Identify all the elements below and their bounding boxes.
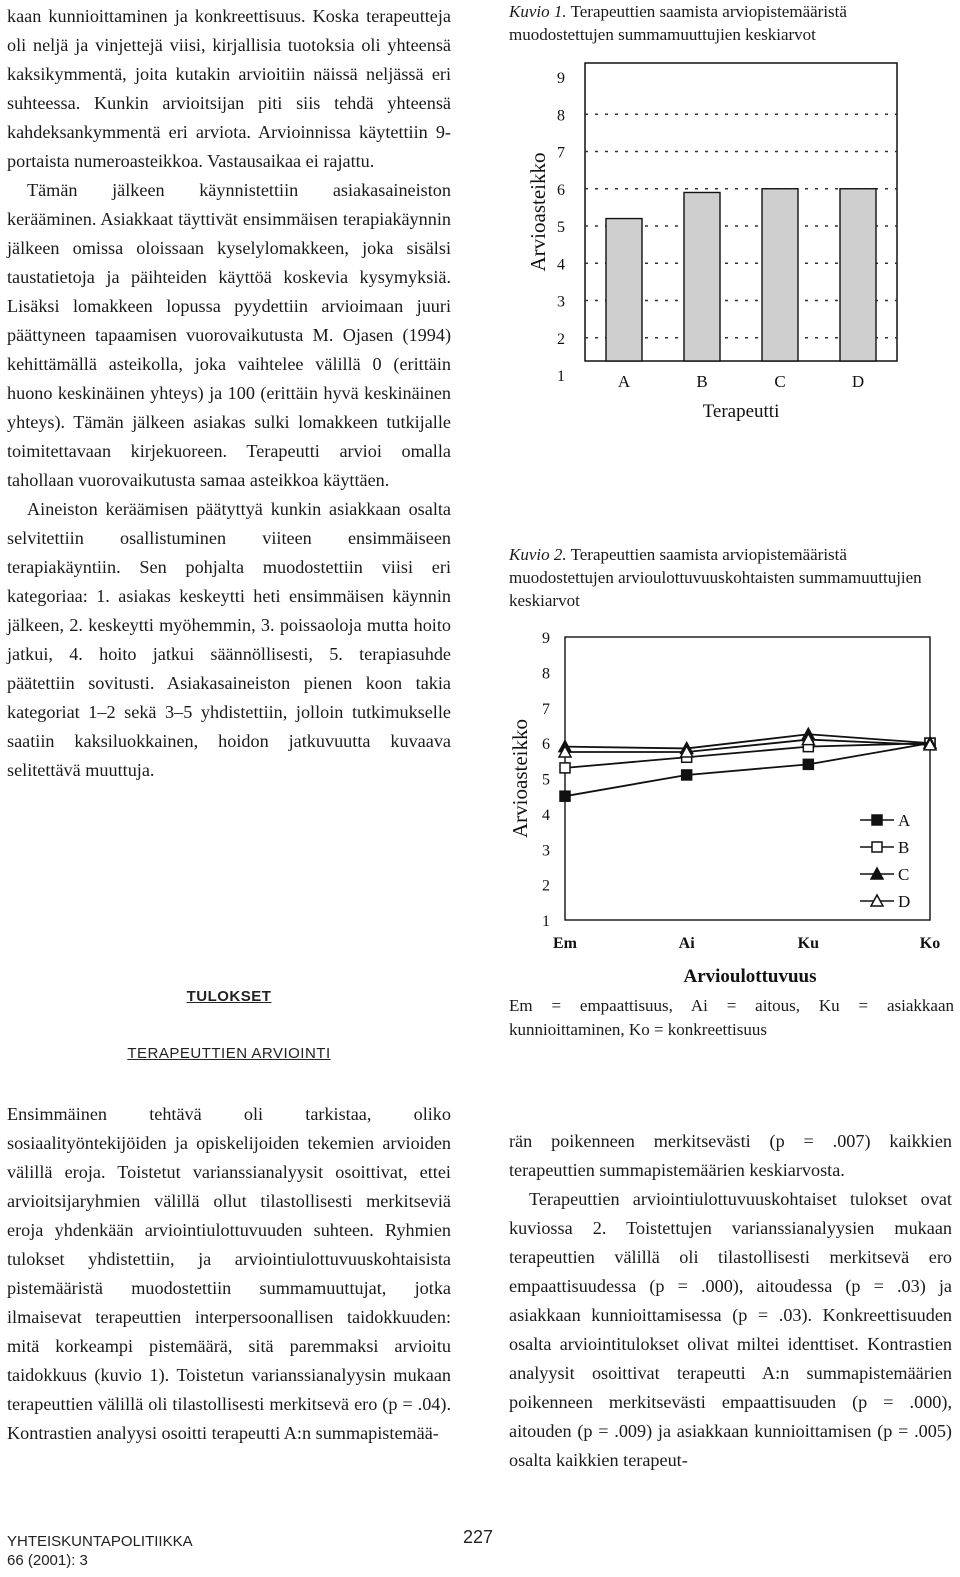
y-tick-label: 2 bbox=[557, 330, 565, 348]
journal-volume: 66 (2001): 3 bbox=[7, 1552, 88, 1569]
figure2-note: Em = empaattisuus, Ai = aitous, Ku = asiakkaan kunnioittaminen, Ko = konkreettisuus bbox=[509, 996, 954, 1039]
right-column-bottom bbox=[509, 1127, 952, 1475]
paragraph: Terapeuttien arviointiulottuvuuskohtaiset tulokset ovat kuviossa 2. Toistettujen varianssianalyysien mukaan terapeuttien välillä oli tilastollisesti merkitsevä ero empaattisuudessa (p = .000), aitoudessa (p = .03) ja asiakkaan kunnioittamisessa (p = .03). Konkreettisuuden osalta arviointitulokset olivat miltei identtiset. Kontrastien analyysit osoittivat terapeutti A:n summapistemäärien poikenneen merkitsevästi empaattisuuden (p = .000), aitouden (p = .009) ja asiakkaan kunnioittamisen (p = .005) osalta kaikkien terapeut- bbox=[509, 1189, 952, 1470]
point-A-Ai bbox=[682, 770, 692, 780]
legend-label-B: B bbox=[898, 838, 910, 857]
journal-name: YHTEISKUNTAPOLITIIKKA bbox=[7, 1533, 193, 1550]
figure2-line-chart bbox=[505, 625, 950, 993]
y-tick-label: 9 bbox=[557, 70, 565, 87]
x-tick-label: C bbox=[774, 372, 786, 391]
point-A-Ku bbox=[803, 759, 813, 769]
legend-marker-B bbox=[872, 842, 882, 852]
point-B-Em bbox=[560, 763, 570, 773]
figure1-bar-chart bbox=[505, 55, 905, 420]
figure2-label: Kuvio 2. bbox=[509, 545, 567, 564]
page-number: 227 bbox=[463, 1527, 494, 1547]
y-tick-label: 9 bbox=[542, 630, 550, 647]
y-tick-label: 1 bbox=[557, 368, 565, 385]
y-axis-label: Arvioasteikko bbox=[508, 719, 532, 838]
x-tick-label: D bbox=[851, 372, 865, 391]
x-axis-label: Arvioulottuvuus bbox=[683, 966, 817, 987]
section-heading: TULOKSET bbox=[186, 988, 272, 1005]
paragraph: Aineiston keräämisen päätyttyä kunkin asiakkaan osalta selvitettiin osallistuminen viiteen ensimmäiseen terapiakäyntiin. Sen pohjalta muodostettiin viisi eri kategoriaa: 1. asiakas keskeytti heti ensimmäisen käynnin jälkeen, 2. keskeytti myöhemmin, 3. poissaoloja mutta hoito jatkui, 4. hoito jatkui säännöllisesti, 5. terapiasuhde päätettiin sovitusti. Asiakasaineiston pienen koon takia kategoriat 1–2 sekä 3–5 yhdistettiin, jolloin tutkimukselle saatiin kaksiluokkainen, hoidon jatkuvuutta kuvaava selitettävä muuttuja. bbox=[7, 499, 451, 780]
figure2-caption-text: Terapeuttien saamista arviopistemääristä muodostettujen arvioulottuvuuskohtaisten summamuuttujien keskiarvot bbox=[509, 545, 922, 610]
x-tick-label: Ko bbox=[919, 935, 941, 952]
x-tick-label: A bbox=[617, 372, 631, 391]
bar-C bbox=[762, 189, 798, 361]
left-column-bottom bbox=[7, 1100, 451, 1448]
paragraph: Tämän jälkeen käynnistettiin asiakasaineiston kerääminen. Asiakkaat täyttivät ensimmäisen terapiakäynnin jälkeen omissa oloissaan kyselylomakkeen, joka sisälsi taustatietoja ja päihteiden käyttöä koskevia kysymyksiä. Lisäksi lomakkeen lopussa pyydettiin arvioimaan juuri päättyneen tapaamisen vuorovaikutusta M. Ojasen (1994) kehittämällä asteikolla, joka vaihtelee välillä 0 (erittäin huono keskinäinen yhteys) ja 100 (erittäin hyvä keskinäinen yhteys). Tämän jälkeen asiakas sulki lomakkeen tutkijalle toimitettavaan kirjekuoreen. Terapeutti arvioi omalla tahollaan vuorovaikutusta samaa asteikkoa käyttäen. bbox=[7, 180, 451, 490]
bar-D bbox=[840, 189, 876, 361]
paragraph: Ensimmäinen tehtävä oli tarkistaa, oliko sosiaalityöntekijöiden ja opiskelijoiden tekemien arvioiden välillä eroja. Toistetut varianssianalyysit osoittivat, ettei arvioitsijaryhmien välillä ollut tilastollisesti merkitseviä eroja yhdenkään arviointiulottuvuuden suhteen. Ryhmien tulokset yhdistettiin, ja arviointiulottuvuuskohtaisista pistemääristä muodostettiin summamuuttujat, jotka ilmaisevat terapeuttien interpersoonallisen taidokkuuden: mitä korkeampi pistemäärä, sitä paremmaksi arvioitu taidokkuus (kuvio 1). Toistetun varianssianalyysin mukaan terapeuttien välillä oli tilastollisesti merkitsevä ero (p = .04). Kontrastien analyysi osoitti terapeutti A:n summapistemää- bbox=[7, 1104, 451, 1443]
y-tick-label: 8 bbox=[557, 107, 565, 125]
legend-label-C: C bbox=[898, 865, 910, 884]
left-column-top bbox=[7, 2, 451, 785]
figure1-label: Kuvio 1. bbox=[509, 2, 567, 21]
y-tick-label: 5 bbox=[557, 219, 565, 236]
paragraph: rän poikenneen merkitsevästi (p = .007) kaikkien terapeuttien summapistemäärien keskiarvosta. bbox=[509, 1131, 952, 1180]
point-A-Em bbox=[560, 791, 570, 801]
bar-A bbox=[606, 219, 642, 361]
y-tick-label: 2 bbox=[542, 877, 550, 895]
y-tick-label: 8 bbox=[542, 665, 550, 683]
y-tick-label: 4 bbox=[557, 256, 565, 274]
x-tick-label: B bbox=[696, 372, 708, 391]
x-axis-label: Terapeutti bbox=[702, 401, 780, 422]
figure1-caption bbox=[509, 0, 954, 46]
figure2-caption bbox=[509, 543, 954, 612]
y-tick-label: 3 bbox=[542, 842, 550, 860]
x-tick-label: Em bbox=[553, 935, 577, 952]
y-tick-label: 6 bbox=[557, 181, 565, 199]
subsection-heading: TERAPEUTTIEN ARVIOINTI bbox=[127, 1045, 331, 1062]
y-axis-label: Arvioasteikko bbox=[526, 152, 550, 272]
y-tick-label: 7 bbox=[557, 144, 565, 162]
legend-marker-A bbox=[872, 815, 882, 825]
y-tick-label: 3 bbox=[557, 293, 565, 311]
x-tick-label: Ai bbox=[678, 935, 695, 952]
legend-label-A: A bbox=[898, 811, 911, 830]
y-tick-label: 4 bbox=[542, 806, 550, 824]
bar-B bbox=[684, 192, 720, 361]
y-tick-label: 5 bbox=[542, 771, 550, 789]
figure1-caption-text: Terapeuttien saamista arviopistemääristä muodostettujen summamuuttujien keskiarvot bbox=[509, 2, 847, 44]
x-tick-label: Ku bbox=[797, 935, 820, 952]
y-tick-label: 7 bbox=[542, 700, 550, 718]
paragraph: kaan kunnioittaminen ja konkreettisuus. Koska terapeutteja oli neljä ja vinjettejä viisi, kirjallisia tuotoksia oli yhteensä kaksikymmentä, joita kutakin arvioitiin näissä neljässä eri suhteessa. Kunkin arvioitsijan piti siis tehdä yhteensä kahdeksankymmentä eri arviota. Arvioinnissa käytettiin 9-portaista numeroasteikkoa. Vastausaikaa ei rajattu. bbox=[7, 6, 451, 171]
y-tick-label: 1 bbox=[542, 913, 550, 930]
legend-label-D: D bbox=[898, 892, 911, 911]
y-tick-label: 6 bbox=[542, 736, 550, 754]
